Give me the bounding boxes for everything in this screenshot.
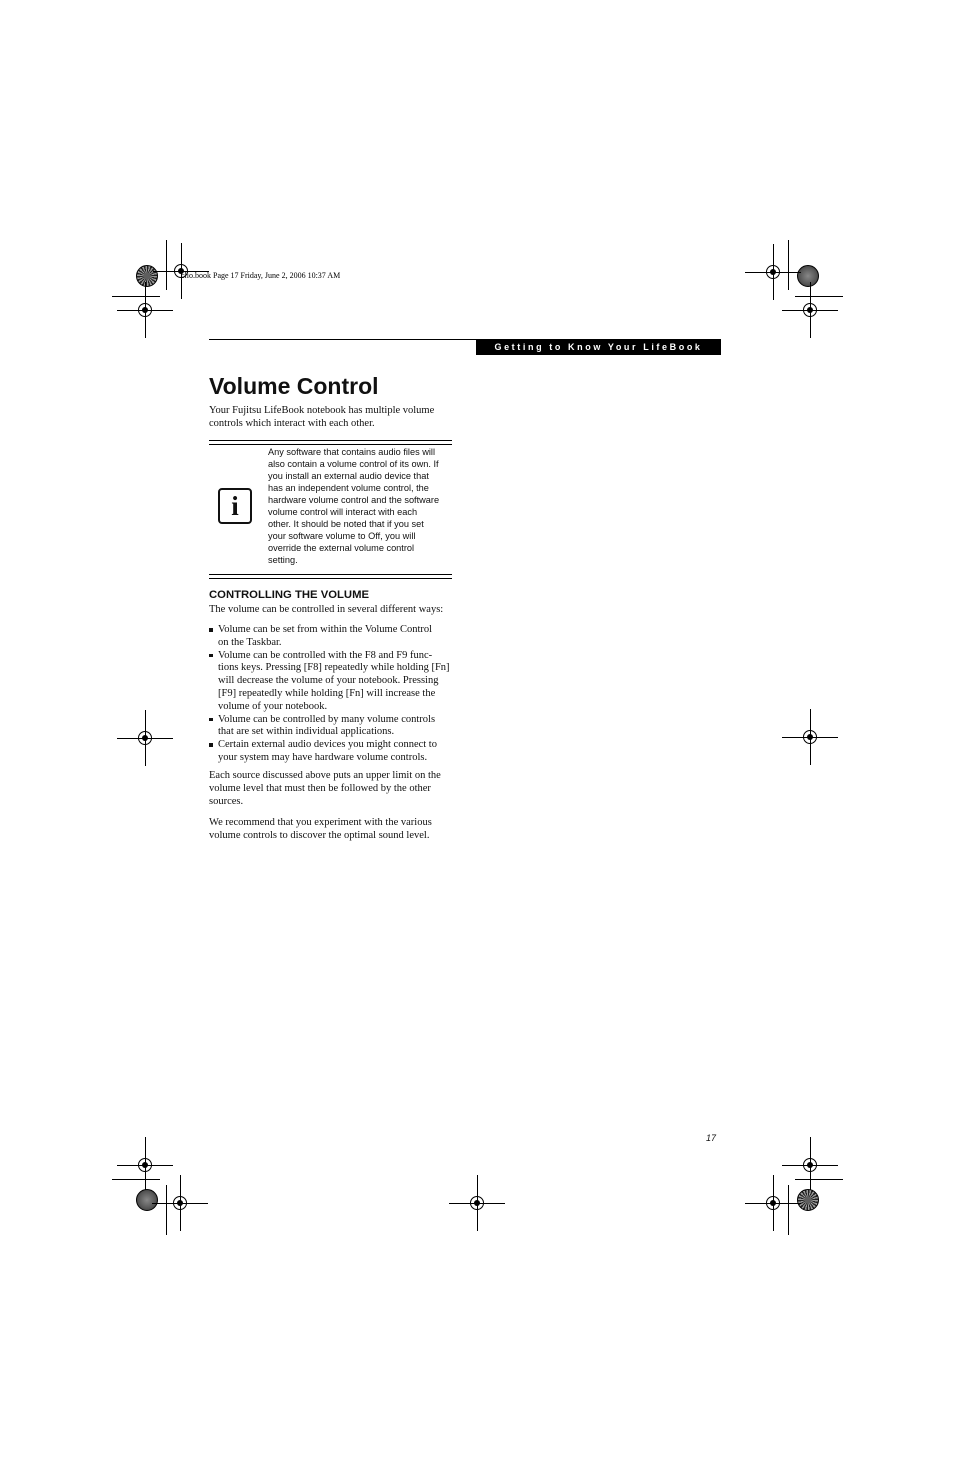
note-top-rule bbox=[209, 440, 452, 445]
note-line: hardware volume control and the software bbox=[268, 495, 440, 505]
bullet-list bbox=[209, 624, 454, 765]
registration-disc-icon bbox=[136, 1189, 158, 1211]
list-item bbox=[209, 624, 454, 650]
section-header-bar: Getting to Know Your LifeBook bbox=[476, 339, 721, 355]
note-line: volume control will interact with each bbox=[268, 507, 418, 517]
bullet-line: Volume can be set from within the Volume Control bbox=[218, 624, 433, 635]
print-slug: clio.book Page 17 Friday, June 2, 2006 10:37 AM bbox=[181, 271, 341, 280]
paragraph-line: We recommend that you experiment with the various bbox=[209, 817, 432, 828]
bullet-line: on the Taskbar. bbox=[218, 636, 282, 648]
paragraph-line: sources. bbox=[209, 795, 244, 807]
page-title: Volume Control bbox=[209, 373, 379, 399]
bullet-square-icon bbox=[209, 718, 213, 722]
registration-disc-icon bbox=[136, 265, 158, 287]
paragraph-line: volume level that must then be followed by the other bbox=[209, 782, 431, 794]
body-paragraph bbox=[209, 770, 454, 808]
note-line: override the external volume control bbox=[268, 543, 415, 553]
crop-line bbox=[795, 1179, 843, 1180]
note-line: also contain a volume control of its own. If bbox=[268, 459, 439, 469]
note-line: Any software that contains audio files will bbox=[268, 447, 435, 457]
crop-line bbox=[166, 240, 167, 290]
bullet-line: your system may have hardware volume controls. bbox=[218, 751, 428, 763]
bullet-square-icon bbox=[209, 628, 213, 632]
info-icon: i bbox=[218, 488, 252, 524]
crop-line bbox=[788, 240, 789, 290]
note-text bbox=[268, 446, 452, 566]
note-line: setting. bbox=[268, 555, 298, 565]
note-line: other. It should be noted that if you set bbox=[268, 519, 424, 529]
bullet-line: [F9] repeatedly while holding [Fn] will increase the bbox=[218, 687, 436, 699]
bullet-line: Certain external audio devices you might connect to bbox=[218, 739, 437, 751]
header-rule bbox=[209, 339, 476, 340]
note-line: your software volume to Off, you will bbox=[268, 531, 416, 541]
bullet-line: Volume can be controlled by many volume controls bbox=[218, 713, 436, 725]
bullet-line: Volume can be controlled with the F8 and F9 func- bbox=[218, 649, 433, 661]
bullet-square-icon bbox=[209, 743, 213, 747]
note-line: has an independent volume control, the bbox=[268, 483, 429, 493]
crop-line bbox=[788, 1185, 789, 1235]
list-item bbox=[209, 714, 454, 740]
section-lead: The volume can be controlled in several different ways: bbox=[209, 604, 444, 615]
list-item bbox=[209, 650, 454, 714]
section-heading: CONTROLLING THE VOLUME bbox=[209, 589, 370, 601]
crop-line bbox=[795, 296, 843, 297]
bullet-line: will decrease the volume of your notebook. Pressing bbox=[218, 675, 439, 687]
intro-paragraph: Your Fujitsu LifeBook notebook has multiple volume controls which interact with each other. bbox=[209, 405, 435, 429]
paragraph-line: Each source discussed above puts an upper limit on the bbox=[209, 770, 441, 781]
crop-line bbox=[166, 1185, 167, 1235]
crop-line bbox=[112, 1179, 160, 1180]
crop-line bbox=[112, 296, 160, 297]
registration-disc-icon bbox=[797, 265, 819, 287]
registration-disc-icon bbox=[797, 1189, 819, 1211]
bullet-line: that are set within individual applications. bbox=[218, 726, 395, 738]
list-item bbox=[209, 739, 454, 765]
page-number: 17 bbox=[706, 1133, 717, 1143]
note-bottom-rule bbox=[209, 574, 452, 579]
bullet-square-icon bbox=[209, 654, 213, 658]
bullet-line: tions keys. Pressing [F8] repeatedly while holding [Fn] bbox=[218, 662, 450, 674]
paragraph-line: volume controls to discover the optimal sound level. bbox=[209, 829, 430, 841]
body-paragraph bbox=[209, 817, 454, 843]
note-line: you install an external audio device that bbox=[268, 471, 429, 481]
bullet-line: volume of your notebook. bbox=[218, 700, 328, 712]
